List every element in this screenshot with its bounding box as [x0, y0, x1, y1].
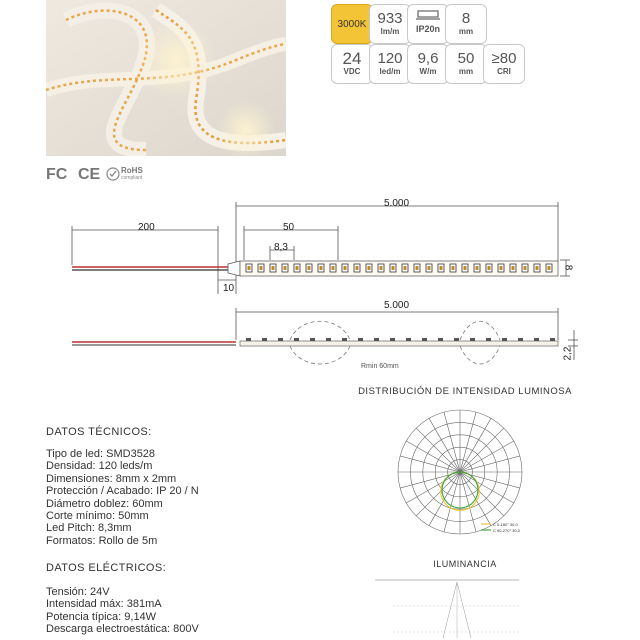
led-die [356, 266, 359, 270]
led-die [464, 266, 467, 270]
product-photo [46, 0, 286, 156]
color-temperature-icon: 3000K [331, 4, 373, 44]
rohs-logo [106, 164, 142, 186]
side-led [310, 338, 315, 341]
luminous-flux-icon: 933 lm/m [369, 4, 411, 44]
led-die [524, 266, 527, 270]
led-die [500, 266, 503, 270]
led-die [512, 266, 515, 270]
led-die [284, 266, 287, 270]
rohs-text: RoHS [121, 166, 143, 175]
voltage-icon: 24 VDC [331, 44, 373, 84]
list-item: Protección / Acabado: IP 20 / N [46, 485, 199, 498]
lead-length-label: 200 [138, 222, 155, 233]
led-die [368, 266, 371, 270]
list-item: Tipo de led: SMD3528 [46, 448, 156, 460]
side-led [326, 338, 331, 341]
led-die [404, 266, 407, 270]
side-led [438, 338, 443, 341]
side-led [502, 338, 507, 341]
rohs-subtext: compliant [121, 175, 143, 181]
list-item: Dimensiones: 8mm x 2mm [46, 472, 177, 485]
side-led [390, 338, 395, 341]
fcc-logo: FC [46, 166, 68, 183]
led-die [428, 266, 431, 270]
technical-drawing [0, 190, 640, 380]
led-die [548, 266, 551, 270]
tech-data-heading: DATOS TÉCNICOS: [46, 426, 152, 438]
led-die [380, 266, 383, 270]
side-led [246, 338, 251, 341]
led-die [476, 266, 479, 270]
side-led [278, 338, 283, 341]
led-die [392, 266, 395, 270]
list-item: Formatos: Rollo de 5m [46, 534, 158, 547]
thickness-label: 2,2 [562, 346, 574, 361]
polar-chart-title: DISTRIBUCIÓN DE INTENSIDAD LUMINOSA [358, 386, 572, 397]
led-die [416, 266, 419, 270]
list-item: Led Pitch: 8,3mm [46, 522, 132, 535]
cut-length-icon: 50 mm [445, 44, 487, 84]
led-die [536, 266, 539, 270]
led-die [248, 266, 251, 270]
side-led [342, 338, 347, 341]
side-led [294, 338, 299, 341]
side-led [422, 338, 427, 341]
list-item: Descarga electroestática: 800V [46, 623, 199, 636]
list-item: Densidad: 120 leds/m [46, 460, 153, 473]
polar-legend-b: C 90-270° 30,0 [493, 528, 520, 533]
led-die [440, 266, 443, 270]
led-die [308, 266, 311, 270]
led-die [332, 266, 335, 270]
led-pitch-label: 8,3 [274, 242, 288, 253]
side-led [550, 338, 555, 341]
illuminance-diagram [373, 572, 523, 640]
list-item: Tensión: 24V [46, 586, 110, 598]
led-die [260, 266, 263, 270]
side-led [534, 338, 539, 341]
tech-data-list [46, 448, 199, 547]
side-led [518, 338, 523, 341]
led-die [488, 266, 491, 270]
led-die [452, 266, 455, 270]
led-die [296, 266, 299, 270]
side-led [470, 338, 475, 341]
cri-icon: ≥80 CRI [483, 44, 525, 84]
side-led [374, 338, 379, 341]
lead-offset-label: 10 [223, 283, 235, 294]
list-item: Potencia típica: 9,14W [46, 610, 157, 623]
width-label: 8 [562, 264, 574, 271]
list-item: Diámetro doblez: 60mm [46, 497, 163, 510]
electrical-data-heading: DATOS ELÉCTRICOS: [46, 562, 167, 574]
strip-length-label: 5.000 [384, 198, 410, 209]
bend-radius-label: Rmin 60mm [361, 363, 399, 370]
power-icon: 9,6 W/m [407, 44, 449, 84]
electrical-data-list [46, 586, 199, 636]
ip-rating-icon: IP20n [407, 4, 449, 44]
led-die [272, 266, 275, 270]
led-die [344, 266, 347, 270]
side-led [358, 338, 363, 341]
side-led [454, 338, 459, 341]
ce-logo: CE [78, 166, 101, 183]
illuminance-title: ILUMINANCIA [433, 559, 497, 569]
side-length-label: 5.000 [384, 300, 410, 311]
polar-legend-a: C 0-180° 30,0 [493, 522, 518, 527]
side-led [486, 338, 491, 341]
side-led [406, 338, 411, 341]
polar-intensity-chart [385, 400, 535, 550]
side-led [262, 338, 267, 341]
list-item: Intensidad máx: 381mA [46, 598, 162, 611]
led-die [320, 266, 323, 270]
led-density-icon: 120 led/m [369, 44, 411, 84]
width-icon: 8 mm [445, 4, 487, 44]
cut-segment-label: 50 [283, 222, 295, 233]
list-item: Corte mínimo: 50mm [46, 510, 149, 523]
